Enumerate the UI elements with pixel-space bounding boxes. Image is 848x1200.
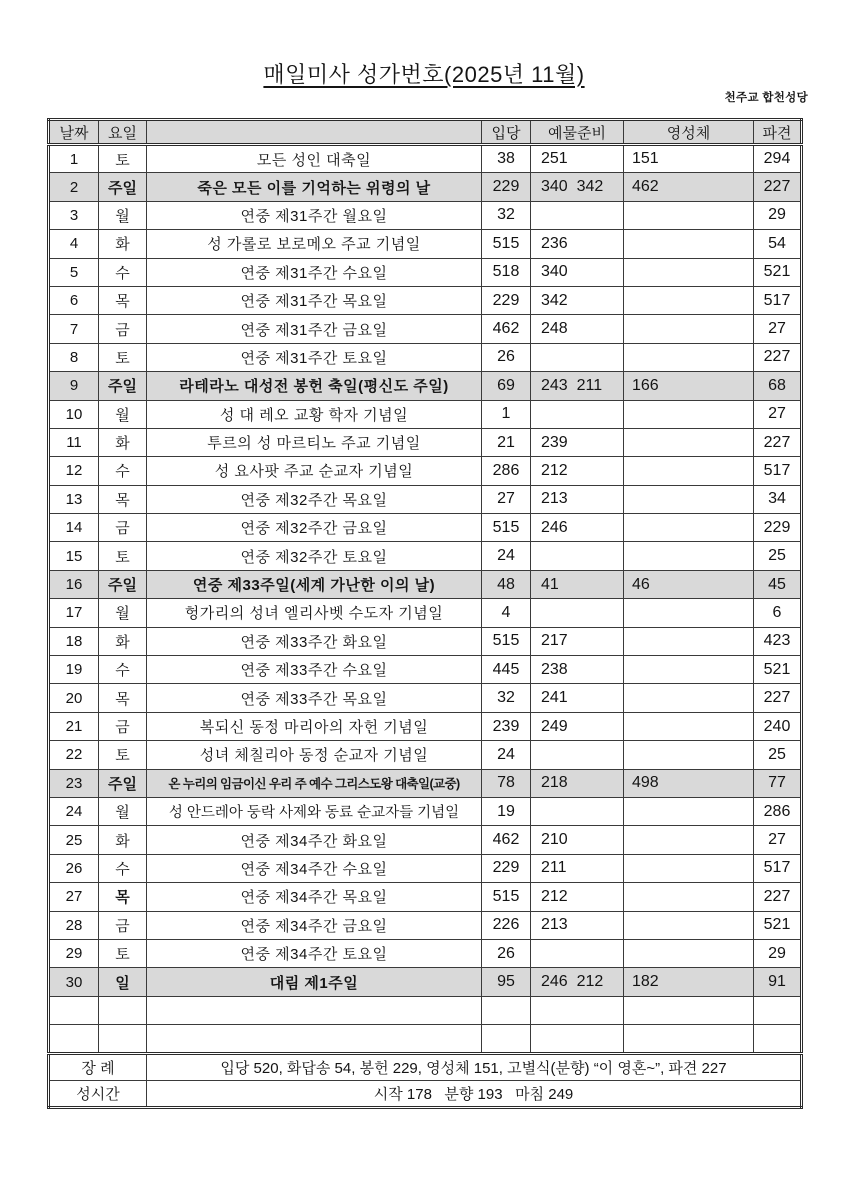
communion-hymn-cell [624,315,754,343]
offertory-hymn-cell [531,939,624,967]
recessional-hymn-cell: 45 [754,570,802,598]
communion-hymn-cell [624,712,754,740]
offertory-hymn-cell: 238 [531,656,624,684]
celebration-cell: 헝가리의 성녀 엘리사벳 수도자 기념일 [147,599,482,627]
offertory-hymn-cell: 213 [531,911,624,939]
empty-cell [531,1025,624,1053]
communion-hymn-cell [624,514,754,542]
communion-hymn-cell [624,911,754,939]
weekday-cell: 주일 [99,372,147,400]
table-row [49,939,802,967]
table-row [49,542,802,570]
weekday-cell: 토 [99,542,147,570]
celebration-cell: 연중 제34주간 수요일 [147,854,482,882]
page-title [0,60,848,90]
date-cell: 20 [49,684,99,712]
entrance-hymn-cell: 78 [482,769,531,797]
table-row [49,514,802,542]
recessional-hymn-cell: 77 [754,769,802,797]
table-row [49,258,802,286]
entrance-hymn-cell: 229 [482,286,531,314]
celebration-cell: 연중 제32주간 토요일 [147,542,482,570]
communion-hymn-cell: 46 [624,570,754,598]
date-cell: 13 [49,485,99,513]
weekday-cell: 화 [99,627,147,655]
hymn-schedule-table [47,118,803,1109]
communion-hymn-cell [624,457,754,485]
empty-cell [99,996,147,1024]
communion-hymn-cell [624,684,754,712]
communion-hymn-cell [624,656,754,684]
celebration-cell: 온 누리의 임금이신 우리 주 예수 그리스도왕 대축일(교중) [147,769,482,797]
offertory-hymn-cell: 241 [531,684,624,712]
table-row [49,570,802,598]
recessional-hymn-cell: 227 [754,883,802,911]
table-row [49,145,802,173]
funeral-row [49,1053,802,1080]
weekday-cell: 토 [99,343,147,371]
offertory-hymn-cell: 217 [531,627,624,655]
table-row [49,173,802,201]
entrance-hymn-cell: 239 [482,712,531,740]
recessional-hymn-cell: 521 [754,656,802,684]
table-row [49,911,802,939]
empty-cell [482,996,531,1024]
entrance-hymn-cell: 445 [482,656,531,684]
celebration-cell: 연중 제33주간 수요일 [147,656,482,684]
table-row [49,968,802,996]
holy-hour-label: 성시간 [49,1080,147,1107]
date-cell: 29 [49,939,99,967]
celebration-cell: 연중 제32주간 금요일 [147,514,482,542]
communion-hymn-cell [624,854,754,882]
recessional-hymn-cell: 521 [754,258,802,286]
recessional-hymn-cell: 423 [754,627,802,655]
date-cell: 9 [49,372,99,400]
recessional-hymn-cell: 517 [754,854,802,882]
communion-hymn-cell [624,542,754,570]
recessional-hymn-cell: 68 [754,372,802,400]
date-cell: 4 [49,230,99,258]
offertory-hymn-cell [531,400,624,428]
entrance-hymn-cell: 229 [482,854,531,882]
celebration-cell: 복되신 동정 마리아의 자헌 기념일 [147,712,482,740]
weekday-cell: 주일 [99,570,147,598]
empty-cell [147,996,482,1024]
communion-hymn-cell [624,599,754,627]
recessional-hymn-cell: 6 [754,599,802,627]
empty-cell [624,1025,754,1053]
weekday-cell: 일 [99,968,147,996]
celebration-cell: 대림 제1주일 [147,968,482,996]
empty-row [49,996,802,1024]
recessional-hymn-cell: 34 [754,485,802,513]
celebration-cell: 연중 제31주간 월요일 [147,201,482,229]
offertory-hymn-cell: 340 [531,258,624,286]
date-cell: 7 [49,315,99,343]
holy-hour-hymns: 시작 178 분향 193 마침 249 [147,1080,802,1107]
weekday-cell: 토 [99,741,147,769]
entrance-hymn-cell: 32 [482,684,531,712]
recessional-hymn-cell: 227 [754,173,802,201]
communion-hymn-cell [624,428,754,456]
table-row [49,684,802,712]
table-row [49,769,802,797]
entrance-hymn-cell: 1 [482,400,531,428]
entrance-hymn-cell: 515 [482,514,531,542]
entrance-hymn-cell: 32 [482,201,531,229]
table-header-row [49,120,802,145]
table-row [49,854,802,882]
empty-cell [531,996,624,1024]
celebration-cell: 연중 제34주간 목요일 [147,883,482,911]
empty-cell [482,1025,531,1053]
communion-hymn-cell: 462 [624,173,754,201]
table-row [49,826,802,854]
offertory-hymn-cell: 41 [531,570,624,598]
table-row [49,372,802,400]
date-cell: 24 [49,797,99,825]
date-cell: 2 [49,173,99,201]
weekday-cell: 목 [99,485,147,513]
table-row [49,343,802,371]
table-row [49,599,802,627]
offertory-hymn-cell [531,201,624,229]
weekday-cell: 월 [99,797,147,825]
table-row [49,230,802,258]
table-row [49,428,802,456]
offertory-hymn-cell: 342 [531,286,624,314]
offertory-hymn-cell: 211 [531,854,624,882]
entrance-hymn-cell: 69 [482,372,531,400]
offertory-hymn-cell: 236 [531,230,624,258]
offertory-hymn-cell: 246 [531,514,624,542]
entrance-hymn-cell: 4 [482,599,531,627]
communion-hymn-cell: 498 [624,769,754,797]
holy-hour-row [49,1080,802,1107]
celebration-cell: 성 안드레아 둥락 사제와 동료 순교자들 기념일 [147,797,482,825]
communion-hymn-cell: 182 [624,968,754,996]
date-cell: 15 [49,542,99,570]
offertory-hymn-cell: 213 [531,485,624,513]
entrance-hymn-cell: 515 [482,627,531,655]
weekday-cell: 금 [99,712,147,740]
recessional-hymn-cell: 227 [754,428,802,456]
communion-hymn-cell [624,258,754,286]
entrance-hymn-cell: 26 [482,343,531,371]
recessional-hymn-cell: 286 [754,797,802,825]
offertory-hymn-cell [531,741,624,769]
offertory-hymn-cell: 212 [531,883,624,911]
entrance-hymn-cell: 229 [482,173,531,201]
weekday-cell: 토 [99,145,147,173]
table-row [49,656,802,684]
communion-hymn-cell [624,939,754,967]
table-row [49,485,802,513]
table-row [49,883,802,911]
entrance-hymn-cell: 515 [482,230,531,258]
weekday-cell: 금 [99,315,147,343]
offertory-hymn-cell: 239 [531,428,624,456]
entrance-hymn-cell: 226 [482,911,531,939]
empty-cell [99,1025,147,1053]
date-cell: 3 [49,201,99,229]
communion-hymn-cell [624,883,754,911]
offertory-hymn-cell [531,343,624,371]
table-row [49,627,802,655]
weekday-cell: 월 [99,201,147,229]
date-cell: 27 [49,883,99,911]
celebration-cell: 라테라노 대성전 봉헌 축일(평신도 주일) [147,372,482,400]
date-cell: 11 [49,428,99,456]
offertory-hymn-cell: 210 [531,826,624,854]
recessional-hymn-cell: 521 [754,911,802,939]
date-cell: 19 [49,656,99,684]
empty-cell [754,1025,802,1053]
celebration-cell: 연중 제33주일(세계 가난한 이의 날) [147,570,482,598]
empty-cell [624,996,754,1024]
entrance-hymn-cell: 19 [482,797,531,825]
weekday-cell: 수 [99,258,147,286]
entrance-hymn-cell: 26 [482,939,531,967]
entrance-hymn-cell: 24 [482,741,531,769]
recessional-hymn-cell: 517 [754,286,802,314]
offertory-hymn-cell: 251 [531,145,624,173]
table-row [49,741,802,769]
offertory-hymn-cell [531,599,624,627]
table-row [49,712,802,740]
table-row [49,400,802,428]
entrance-hymn-cell: 286 [482,457,531,485]
celebration-cell: 연중 제31주간 토요일 [147,343,482,371]
date-cell: 1 [49,145,99,173]
entrance-hymn-cell: 462 [482,826,531,854]
communion-hymn-cell [624,741,754,769]
header-date: 날짜 [49,120,99,145]
date-cell: 21 [49,712,99,740]
recessional-hymn-cell: 27 [754,826,802,854]
celebration-cell: 연중 제33주간 화요일 [147,627,482,655]
entrance-hymn-cell: 21 [482,428,531,456]
recessional-hymn-cell: 25 [754,542,802,570]
weekday-cell: 화 [99,230,147,258]
entrance-hymn-cell: 518 [482,258,531,286]
recessional-hymn-cell: 294 [754,145,802,173]
weekday-cell: 주일 [99,769,147,797]
date-cell: 10 [49,400,99,428]
empty-cell [754,996,802,1024]
celebration-cell: 투르의 성 마르티노 주교 기념일 [147,428,482,456]
table-row [49,286,802,314]
recessional-hymn-cell: 240 [754,712,802,740]
offertory-hymn-cell [531,797,624,825]
offertory-hymn-cell: 340 342 [531,173,624,201]
weekday-cell: 주일 [99,173,147,201]
header-communion: 영성체 [624,120,754,145]
funeral-label: 장 례 [49,1053,147,1080]
empty-cell [49,996,99,1024]
entrance-hymn-cell: 462 [482,315,531,343]
recessional-hymn-cell: 517 [754,457,802,485]
recessional-hymn-cell: 227 [754,684,802,712]
date-cell: 14 [49,514,99,542]
recessional-hymn-cell: 227 [754,343,802,371]
offertory-hymn-cell: 218 [531,769,624,797]
table-row [49,201,802,229]
weekday-cell: 금 [99,514,147,542]
table-row [49,797,802,825]
weekday-cell: 토 [99,939,147,967]
date-cell: 17 [49,599,99,627]
weekday-cell: 월 [99,599,147,627]
communion-hymn-cell [624,797,754,825]
offertory-hymn-cell: 249 [531,712,624,740]
date-cell: 26 [49,854,99,882]
date-cell: 25 [49,826,99,854]
celebration-cell: 연중 제34주간 화요일 [147,826,482,854]
header-entrance: 입당 [482,120,531,145]
date-cell: 23 [49,769,99,797]
header-recessional: 파견 [754,120,802,145]
celebration-cell: 연중 제34주간 토요일 [147,939,482,967]
page-title-text: 매일미사 성가번호(2025년 11월) [263,62,585,87]
communion-hymn-cell [624,485,754,513]
header-offertory: 예물준비 [531,120,624,145]
celebration-cell: 성 요사팟 주교 순교자 기념일 [147,457,482,485]
recessional-hymn-cell: 25 [754,741,802,769]
date-cell: 22 [49,741,99,769]
communion-hymn-cell [624,343,754,371]
celebration-cell: 모든 성인 대축일 [147,145,482,173]
celebration-cell: 연중 제34주간 금요일 [147,911,482,939]
recessional-hymn-cell: 29 [754,201,802,229]
offertory-hymn-cell: 243 211 [531,372,624,400]
celebration-cell: 연중 제31주간 수요일 [147,258,482,286]
empty-cell [147,1025,482,1053]
offertory-hymn-cell: 246 212 [531,968,624,996]
communion-hymn-cell [624,826,754,854]
celebration-cell: 연중 제32주간 목요일 [147,485,482,513]
offertory-hymn-cell: 248 [531,315,624,343]
header-weekday: 요일 [99,120,147,145]
weekday-cell: 화 [99,826,147,854]
weekday-cell: 수 [99,854,147,882]
celebration-cell: 죽은 모든 이를 기억하는 위령의 날 [147,173,482,201]
entrance-hymn-cell: 24 [482,542,531,570]
entrance-hymn-cell: 515 [482,883,531,911]
empty-cell [49,1025,99,1053]
communion-hymn-cell [624,201,754,229]
parish-name: 천주교 합천성당 [724,92,808,104]
communion-hymn-cell: 166 [624,372,754,400]
table-row [49,315,802,343]
recessional-hymn-cell: 229 [754,514,802,542]
celebration-cell: 연중 제31주간 금요일 [147,315,482,343]
empty-row [49,1025,802,1053]
entrance-hymn-cell: 48 [482,570,531,598]
recessional-hymn-cell: 27 [754,400,802,428]
weekday-cell: 화 [99,428,147,456]
entrance-hymn-cell: 38 [482,145,531,173]
date-cell: 12 [49,457,99,485]
communion-hymn-cell [624,400,754,428]
communion-hymn-cell [624,286,754,314]
recessional-hymn-cell: 29 [754,939,802,967]
weekday-cell: 목 [99,286,147,314]
entrance-hymn-cell: 95 [482,968,531,996]
funeral-hymns: 입당 520, 화답송 54, 봉헌 229, 영성체 151, 고별식(분향) “이 영혼~”, 파견 227 [147,1053,802,1080]
communion-hymn-cell [624,230,754,258]
header-celebration [147,120,482,145]
entrance-hymn-cell: 27 [482,485,531,513]
date-cell: 18 [49,627,99,655]
celebration-cell: 성녀 체칠리아 동정 순교자 기념일 [147,741,482,769]
date-cell: 16 [49,570,99,598]
celebration-cell: 연중 제31주간 목요일 [147,286,482,314]
recessional-hymn-cell: 91 [754,968,802,996]
celebration-cell: 연중 제33주간 목요일 [147,684,482,712]
date-cell: 8 [49,343,99,371]
date-cell: 5 [49,258,99,286]
weekday-cell: 목 [99,684,147,712]
celebration-cell: 성 가롤로 보로메오 주교 기념일 [147,230,482,258]
offertory-hymn-cell: 212 [531,457,624,485]
recessional-hymn-cell: 27 [754,315,802,343]
offertory-hymn-cell [531,542,624,570]
weekday-cell: 월 [99,400,147,428]
communion-hymn-cell [624,627,754,655]
date-cell: 30 [49,968,99,996]
weekday-cell: 수 [99,457,147,485]
date-cell: 28 [49,911,99,939]
date-cell: 6 [49,286,99,314]
recessional-hymn-cell: 54 [754,230,802,258]
weekday-cell: 목 [99,883,147,911]
weekday-cell: 수 [99,656,147,684]
table-row [49,457,802,485]
celebration-cell: 성 대 레오 교황 학자 기념일 [147,400,482,428]
communion-hymn-cell: 151 [624,145,754,173]
weekday-cell: 금 [99,911,147,939]
